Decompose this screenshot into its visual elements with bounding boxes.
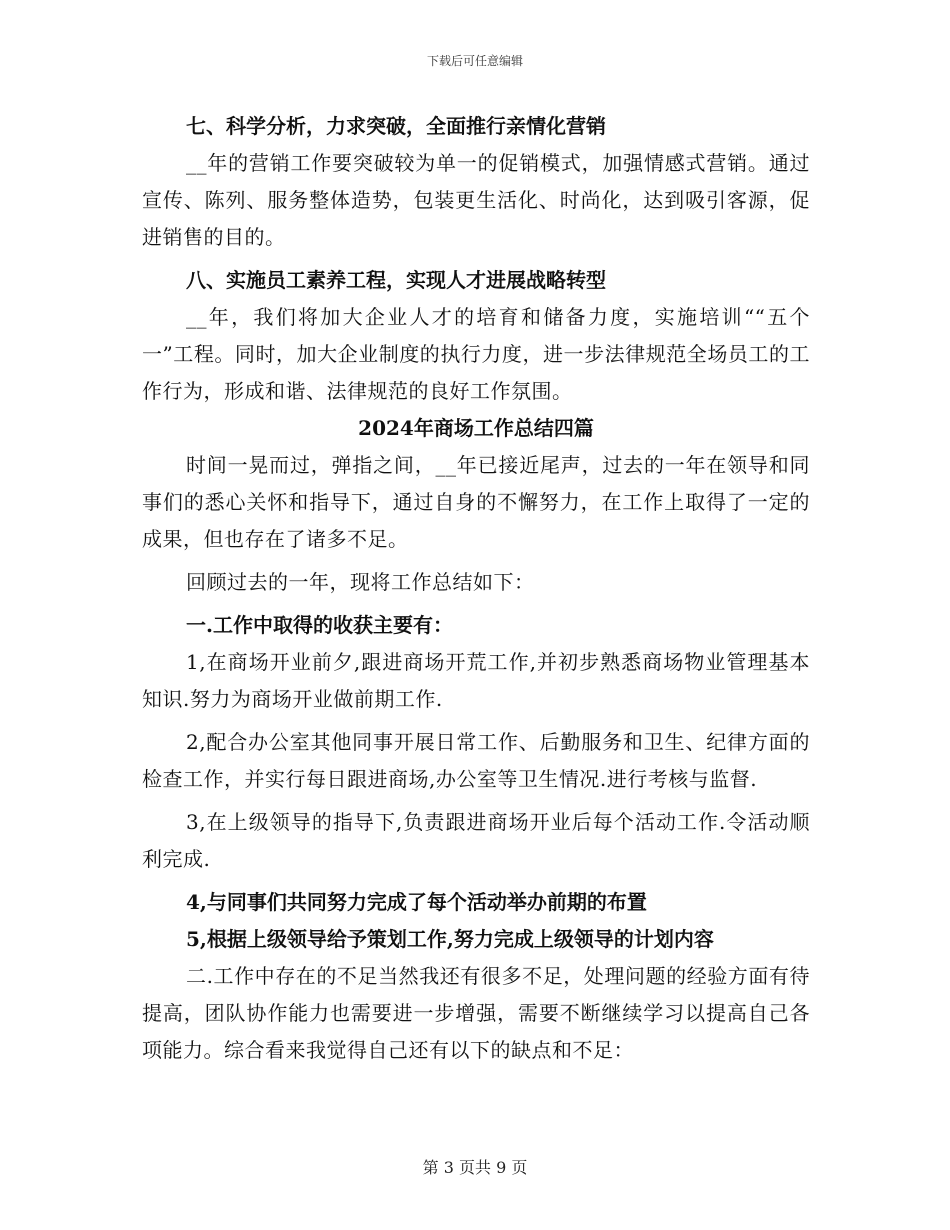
gain-item-1: 1,在商场开业前夕,跟进商场开荒工作,并初步熟悉商场物业管理基本知识.努力为商场开业做前期工作. bbox=[142, 650, 810, 711]
gain-item-2: 2,配合办公室其他同事开展日常工作、后勤服务和卫生、纪律方面的检查工作，并实行每日跟进商场,办公室等卫生情况.进行考核与监督. bbox=[142, 730, 810, 791]
section-8-body: __年，我们将加大企业人才的培育和储备力度，实施培训““五个一”工程。同时，加大企业制度的执行力度，进一步法律规范全场员工的工作行为，形成和谐、法律规范的良好工作氛围。 bbox=[142, 305, 810, 403]
gain-item-5: 5,根据上级领导给予策划工作,努力完成上级领导的计划内容 bbox=[186, 927, 714, 951]
document-title: 2024年商场工作总结四篇 bbox=[358, 416, 594, 440]
page-footer: 第 3 页共 9 页 bbox=[422, 1158, 528, 1177]
document-body bbox=[142, 108, 810, 1069]
section-7-heading: 七、科学分析，力求突破，全面推行亲情化营销 bbox=[186, 114, 606, 138]
intro-summary-line: 回顾过去的一年，现将工作总结如下： bbox=[186, 570, 535, 594]
gain-item-3: 3,在上级领导的指导下,负责跟进商场开业后每个活动工作.令活动顺利完成. bbox=[142, 810, 810, 871]
gain-item-4: 4,与同事们共同努力完成了每个活动举办前期的布置 bbox=[186, 890, 647, 914]
shortcomings-paragraph: 二.工作中存在的不足当然我还有很多不足，处理问题的经验方面有待提高，团队协作能力也需要进一步增强，需要不断继续学习以提高自己各项能力。综合看来我觉得自己还有以下的缺点和不足： bbox=[142, 964, 810, 1062]
intro-paragraph: 时间一晃而过，弹指之间，__年已接近尾声，过去的一年在领导和同事们的悉心关怀和指导下，通过自身的不懈努力，在工作上取得了一定的成果，但也存在了诸多不足。 bbox=[142, 453, 810, 551]
page-header: 下载后可任意编辑 bbox=[426, 54, 523, 68]
section-7-body: __年的营销工作要突破较为单一的促销模式，加强情感式营销。通过宣传、陈列、服务整体造势，包装更生活化、时尚化，达到吸引客源，促进销售的目的。 bbox=[142, 151, 810, 249]
gains-heading: 一.工作中取得的收获主要有： bbox=[186, 613, 453, 637]
section-8-heading: 八、实施员工素养工程，实现人才进展战略转型 bbox=[186, 268, 606, 292]
